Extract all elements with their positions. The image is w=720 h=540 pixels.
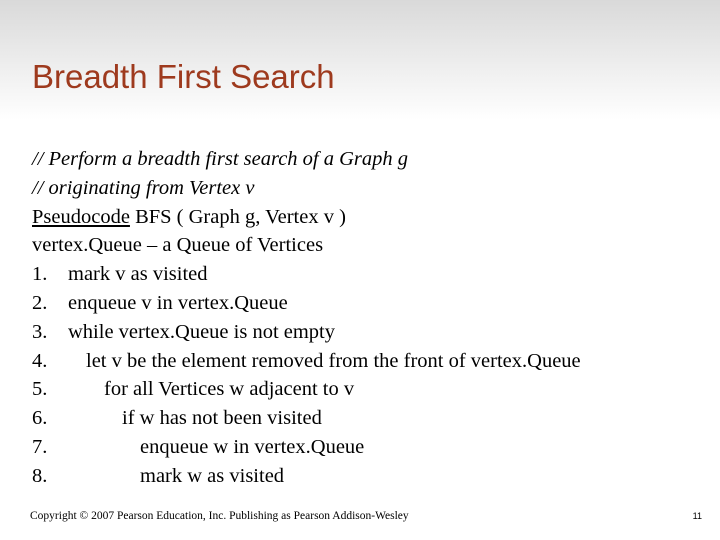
function-signature: BFS ( Graph g, Vertex v ): [129, 205, 346, 228]
step-line: [32, 375, 712, 404]
step-text: let v be the element removed from the front of vertex.Queue: [86, 349, 581, 372]
slide-body: [32, 145, 712, 491]
step-line: [32, 347, 712, 376]
step-line: [32, 433, 712, 462]
step-text: if w has not been visited: [122, 407, 322, 430]
step-number: 6.: [32, 407, 48, 430]
comment-line: // originating from Vertex v: [32, 176, 255, 199]
step-number: 3.: [32, 320, 48, 343]
step-number: 1.: [32, 263, 48, 286]
step-line: [32, 318, 712, 347]
step-text: mark w as visited: [140, 464, 285, 487]
step-number: 7.: [32, 435, 48, 458]
step-number: 5.: [32, 378, 48, 401]
declaration-line: vertex.Queue – a Queue of Vertices: [32, 234, 324, 257]
step-number: 8.: [32, 464, 48, 487]
pseudocode-keyword: Pseudocode: [32, 205, 130, 228]
step-text: enqueue v in vertex.Queue: [68, 291, 288, 314]
slide-title: Breadth First Search: [32, 58, 335, 95]
step-text: enqueue w in vertex.Queue: [140, 435, 365, 458]
step-text: while vertex.Queue is not empty: [68, 320, 336, 343]
step-number: 2.: [32, 291, 48, 314]
step-line: [32, 260, 712, 289]
comment-line: // Perform a breadth first search of a Graph g: [32, 148, 409, 170]
copyright-footer: Copyright © 2007 Pearson Education, Inc. Publishing as Pearson Addison-Wesley: [30, 510, 409, 522]
step-line: [32, 289, 712, 318]
step-line: [32, 462, 712, 491]
step-text: mark v as visited: [68, 263, 208, 286]
step-number: 4.: [32, 349, 48, 372]
step-text: for all Vertices w adjacent to v: [104, 378, 355, 401]
page-number: 11: [692, 511, 702, 521]
signature-line: [32, 203, 712, 232]
step-line: [32, 404, 712, 433]
